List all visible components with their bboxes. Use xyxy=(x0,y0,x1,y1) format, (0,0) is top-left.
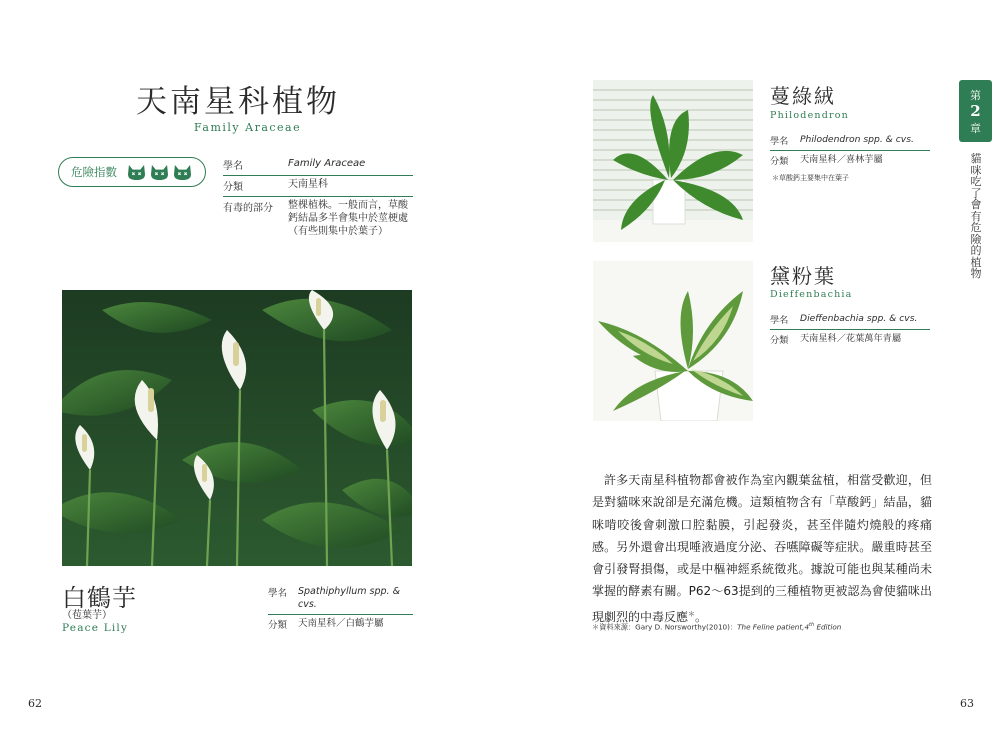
plant-alt-name: （苞葉芋） xyxy=(62,610,112,621)
source-citation xyxy=(592,622,841,632)
page-number: 62 xyxy=(28,697,42,710)
body-end-text: 。 xyxy=(695,609,708,624)
cat-face-icon xyxy=(173,164,192,181)
info-key: 分類 xyxy=(770,335,789,346)
info-key: 有毒的部分 xyxy=(223,203,273,214)
body-main-text: 許多天南星科植物都會被作為室內觀葉盆植，相當受歡迎，但是對貓咪來說卻是充滿危機。這類植物含有「草酸鈣」結晶，貓咪啃咬後會刺激口腔黏膜，引起發炎，甚至伴隨灼燒般的疼痛感。另外還會出現唾液過度分泌、吞嚥障礙等症狀。嚴重時甚至會引發腎損傷，或是中樞神經系統徵兆。據說可能也與某種尚未掌握的酵素有關。P62～63提到的三種植物更被認為會使貓咪出現劇烈的中毒反應 xyxy=(592,473,932,624)
info-value: 天南星科／白鶴芋屬 xyxy=(298,618,384,629)
info-value: 天南星科／喜林芋屬 xyxy=(800,154,883,165)
info-value: Family Araceae xyxy=(288,158,366,169)
footnote-mark: ＊ xyxy=(688,609,696,618)
info-row-toxic-part xyxy=(223,197,413,241)
dieffenbachia-photo xyxy=(593,261,753,421)
plant-name: 黛粉葉 xyxy=(770,264,836,288)
chapter-tab xyxy=(959,80,992,142)
source-title: The Feline patient,4 xyxy=(737,622,810,632)
source-ordinal: th xyxy=(809,622,815,628)
info-value: 天南星科／花葉萬年青屬 xyxy=(800,333,902,344)
plant-info-table xyxy=(268,583,413,634)
body-paragraph xyxy=(592,469,932,628)
cat-face-icon xyxy=(150,164,169,181)
chapter-title-vertical: 貓咪吃了會有危險的植物 xyxy=(970,152,982,280)
info-row-scientific-name xyxy=(770,131,930,151)
info-row-classification xyxy=(268,615,413,634)
info-key: 學名 xyxy=(770,315,789,326)
plant-latin-name: Philodendron xyxy=(770,110,849,121)
info-value: Philodendron spp. & cvs. xyxy=(800,134,914,145)
family-title: 天南星科植物 xyxy=(136,84,340,120)
family-info-table xyxy=(223,155,413,241)
chapter-suffix: 章 xyxy=(970,121,981,135)
info-row-classification xyxy=(770,151,930,170)
info-key: 學名 xyxy=(268,588,288,599)
info-row-scientific-name xyxy=(770,310,930,330)
info-row-classification xyxy=(770,330,930,349)
cat-face-icon xyxy=(127,164,146,181)
info-value: Spathiphyllum spp. & cvs. xyxy=(298,586,400,610)
info-key: 分類 xyxy=(770,156,789,167)
chapter-prefix: 第 xyxy=(970,88,981,102)
dieffenbachia-info-table xyxy=(770,310,930,349)
oxalate-note: ＊草酸鈣主要集中在葉子 xyxy=(772,174,849,182)
info-row-scientific-name xyxy=(268,583,413,615)
philodendron-photo xyxy=(593,80,753,242)
plant-name: 蔓綠絨 xyxy=(770,84,836,108)
info-value: 整棵植株。一般而言，草酸鈣結晶多半會集中於莖梗處（有些則集中於葉子） xyxy=(288,200,408,237)
source-suffix: Edition xyxy=(814,622,842,632)
info-row-scientific-name xyxy=(223,155,413,176)
plant-latin-name: Peace Lily xyxy=(62,622,129,634)
danger-index-badge xyxy=(58,157,206,187)
family-latin-name: Family Araceae xyxy=(194,121,302,134)
plant-name: 白鶴芋 xyxy=(62,584,137,612)
page-number: 63 xyxy=(960,697,974,710)
info-key: 學名 xyxy=(223,161,243,172)
source-prefix: ＊資料來源：Gary D. Norsworthy(2010)： xyxy=(592,622,738,632)
plant-latin-name: Dieffenbachia xyxy=(770,289,853,300)
peace-lily-photo xyxy=(62,290,412,566)
info-key: 分類 xyxy=(223,182,243,193)
philodendron-info-table xyxy=(770,131,930,170)
chapter-number: 2 xyxy=(970,101,981,120)
info-value: 天南星科 xyxy=(288,179,328,190)
info-key: 學名 xyxy=(770,136,789,147)
danger-index-label: 危險指數 xyxy=(71,165,117,179)
info-row-classification xyxy=(223,176,413,197)
info-value: Dieffenbachia spp. & cvs. xyxy=(800,313,918,324)
info-key: 分類 xyxy=(268,620,288,631)
